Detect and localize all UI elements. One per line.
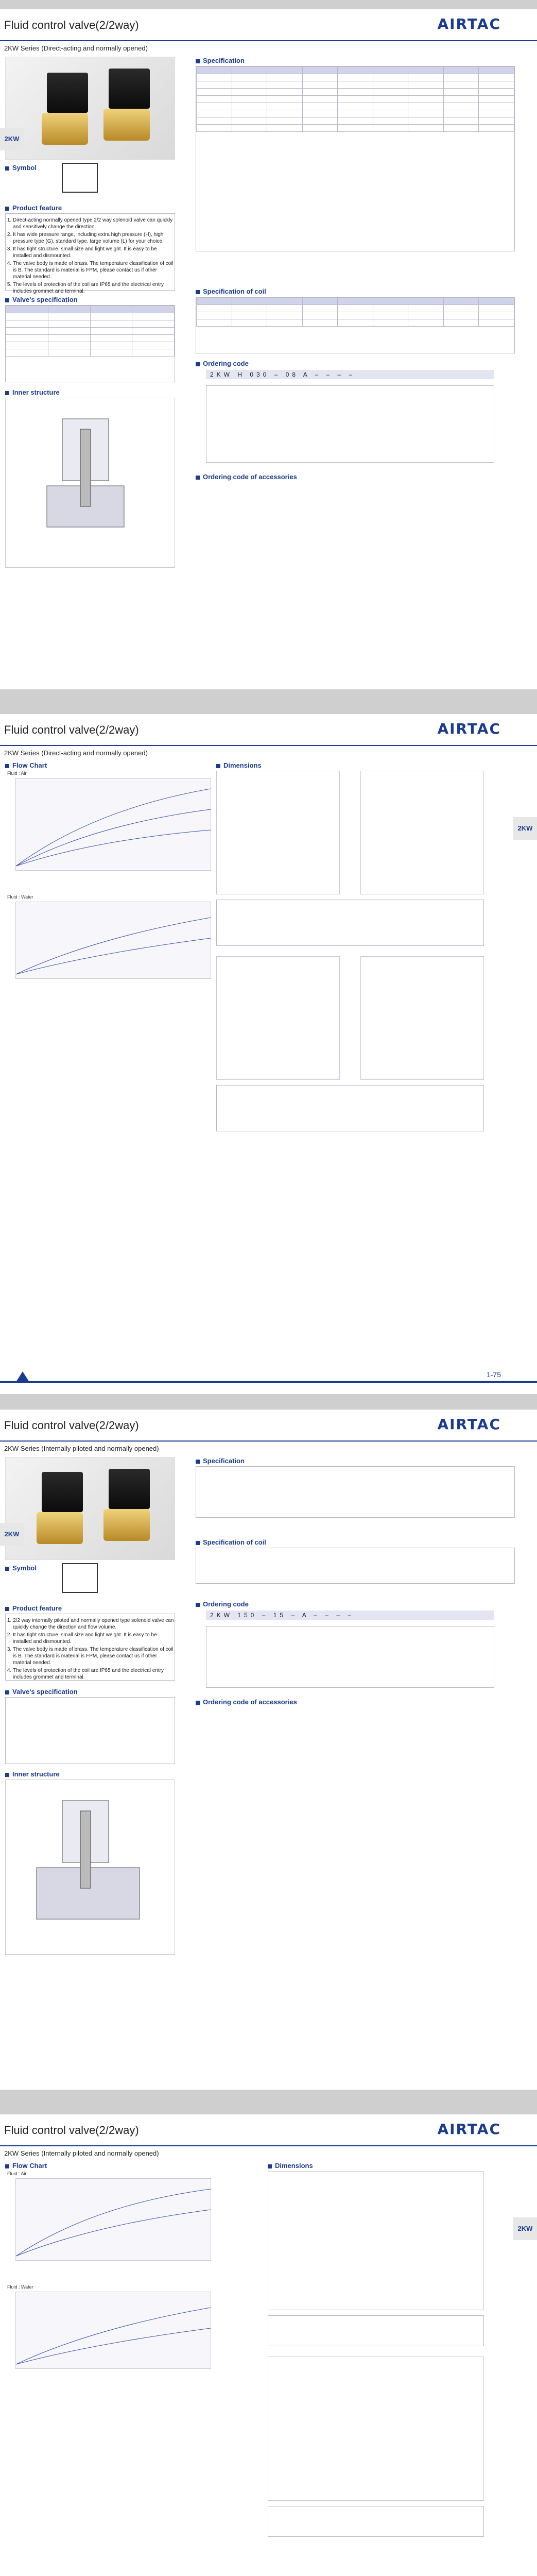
section-product-feature: Product feature bbox=[5, 1604, 62, 1612]
section-ordering-accessories: Ordering code of accessories bbox=[196, 473, 297, 481]
section-ordering-accessories: Ordering code of accessories bbox=[196, 1698, 297, 1706]
page-subtitle: 2KW Series (Internally piloted and normally opened) bbox=[4, 2149, 159, 2157]
inner-structure-drawing bbox=[5, 1780, 175, 1955]
coil-spec-table bbox=[196, 297, 515, 353]
valve-body-image bbox=[103, 109, 150, 141]
dimension-drawing bbox=[360, 771, 484, 894]
page-title: Fluid control valve(2/2way) bbox=[4, 2124, 139, 2137]
feature-item: 2. It has wide pressure range, including extra high pressure (H), high pressure type (G), standard type, large volume (L) for your choice. bbox=[13, 231, 175, 245]
flow-chart-air bbox=[15, 778, 211, 871]
section-symbol: Symbol bbox=[5, 1564, 37, 1572]
valve-spec-table bbox=[5, 305, 175, 382]
feature-item: 1. 2/2 way internally piloted and normally opened type solenoid valve can quickly change the direction and flow volume. bbox=[13, 1617, 175, 1631]
section-product-feature: Product feature bbox=[5, 204, 62, 212]
feature-item: 5. The levels of protection of the coil are IP65 and the electrical entry includes grommet and terminal. bbox=[13, 281, 175, 295]
page-subtitle: 2KW Series (Direct-acting and normally opened) bbox=[4, 44, 148, 52]
page-subtitle: 2KW Series (Internally piloted and normally opened) bbox=[4, 1445, 159, 1452]
page-subtitle: 2KW Series (Direct-acting and normally opened) bbox=[4, 749, 148, 757]
catalog-page-3 bbox=[0, 1410, 537, 2090]
series-side-tab: 2KW bbox=[513, 2217, 537, 2240]
header-rule bbox=[0, 40, 537, 41]
dimension-drawing bbox=[268, 2357, 484, 2501]
coil-spec-table bbox=[196, 1548, 515, 1584]
section-flow-chart: Flow Chart bbox=[5, 761, 47, 769]
feature-item: 2. It has tight structure, small size and light weight. It is easy to be installed and dismounted. bbox=[13, 1632, 175, 1645]
page-number: 1-75 bbox=[486, 1370, 501, 1379]
series-side-tab: 2KW bbox=[0, 128, 24, 150]
dimension-drawing bbox=[216, 771, 340, 894]
feature-item: 4. The levels of protection of the coil are IP65 and the electrical entry includes grommet and terminal. bbox=[13, 1667, 175, 1681]
dimension-table bbox=[216, 900, 484, 946]
feature-item: 3. It has tight structure, small size and light weight. It is easy to be installed and dismounted. bbox=[13, 246, 175, 259]
valve-spec-table bbox=[5, 1697, 175, 1764]
section-specification: Specification bbox=[196, 57, 245, 64]
coil-image bbox=[109, 69, 150, 109]
section-ordering-code: Ordering code bbox=[196, 1600, 249, 1608]
coil-image bbox=[42, 1472, 83, 1512]
flow-chart-water bbox=[15, 2292, 211, 2369]
valve-body-image bbox=[103, 1509, 150, 1541]
brand-logo: AIRTAC bbox=[437, 15, 501, 32]
brand-logo: AIRTAC bbox=[437, 2121, 501, 2138]
series-side-tab: 2KW bbox=[0, 1523, 24, 1546]
page-title: Fluid control valve(2/2way) bbox=[4, 723, 139, 736]
feature-box bbox=[5, 1614, 175, 1681]
section-dimensions: Dimensions bbox=[216, 761, 262, 769]
chart-fluid-label: Fluid : Water bbox=[7, 894, 33, 900]
valve-symbol-icon bbox=[62, 163, 98, 193]
feature-item: 3. The valve body is made of brass. The temperature classification of coil is B. The standard is material is FPM, please contact us if other material needed. bbox=[13, 1646, 175, 1666]
page-title: Fluid control valve(2/2way) bbox=[4, 19, 139, 31]
flow-curves-svg bbox=[16, 778, 211, 870]
specification-table bbox=[196, 1466, 515, 1518]
cross-section-svg bbox=[6, 1780, 175, 1954]
flow-curves-svg bbox=[16, 2179, 211, 2260]
feature-box bbox=[5, 213, 175, 294]
section-inner-structure: Inner structure bbox=[5, 388, 60, 396]
valve-symbol-icon bbox=[62, 1563, 98, 1593]
ordering-code-string: 2KW H 030 – 08 A – – – – bbox=[206, 370, 494, 379]
chart-fluid-label: Fluid : Air bbox=[7, 771, 27, 776]
product-photo bbox=[5, 57, 175, 160]
flow-curves-svg bbox=[16, 2292, 211, 2368]
section-coil-spec: Specification of coil bbox=[196, 287, 266, 295]
header-rule bbox=[0, 1440, 537, 1442]
cross-section-svg bbox=[6, 398, 175, 567]
dimension-drawing bbox=[268, 2171, 484, 2310]
dimension-table bbox=[216, 1085, 484, 1131]
section-valve-spec: Valve's specification bbox=[5, 1688, 78, 1696]
header-rule bbox=[0, 745, 537, 746]
ordering-code-legend bbox=[206, 385, 494, 463]
section-valve-spec: Valve's specification bbox=[5, 296, 78, 303]
section-inner-structure: Inner structure bbox=[5, 1770, 60, 1778]
footer-bar bbox=[0, 1381, 537, 1383]
series-side-tab: 2KW bbox=[513, 817, 537, 840]
dimension-table bbox=[268, 2315, 484, 2346]
ordering-code-legend bbox=[206, 1626, 494, 1688]
flow-chart-water bbox=[15, 902, 211, 979]
header-rule bbox=[0, 2145, 537, 2146]
coil-image bbox=[47, 73, 88, 113]
flow-chart-air bbox=[15, 2178, 211, 2261]
footer-mark-icon bbox=[15, 1371, 30, 1383]
section-dimensions: Dimensions bbox=[268, 2162, 313, 2170]
section-ordering-code: Ordering code bbox=[196, 360, 249, 367]
ordering-code-string: 2KW 150 – 15 – A – – – – bbox=[206, 1611, 494, 1620]
product-photo bbox=[5, 1457, 175, 1560]
dimension-drawing bbox=[216, 956, 340, 1080]
section-flow-chart: Flow Chart bbox=[5, 2162, 47, 2170]
page-title: Fluid control valve(2/2way) bbox=[4, 1419, 139, 1432]
catalog-page-1 bbox=[0, 9, 537, 689]
chart-fluid-label: Fluid : Water bbox=[7, 2284, 33, 2290]
section-symbol: Symbol bbox=[5, 164, 37, 172]
valve-body-image bbox=[37, 1512, 83, 1544]
section-specification: Specification bbox=[196, 1457, 245, 1465]
feature-item: 4. The valve body is made of brass. The temperature classification of coil is B. The standard is material is FPM, please contact us if other material needed. bbox=[13, 260, 175, 280]
feature-item: 1. Direct-acting normally opened type 2/2 way solenoid valve can quickly and sensitively change the direction. bbox=[13, 217, 175, 230]
catalog-page-2 bbox=[0, 714, 537, 1394]
inner-structure-drawing bbox=[5, 398, 175, 568]
chart-fluid-label: Fluid : Air bbox=[7, 2171, 27, 2176]
dimension-table bbox=[268, 2506, 484, 2537]
coil-image bbox=[109, 1469, 150, 1509]
valve-body-image bbox=[42, 113, 88, 145]
specification-table bbox=[196, 66, 515, 251]
brand-logo: AIRTAC bbox=[437, 1416, 501, 1433]
brand-logo: AIRTAC bbox=[437, 720, 501, 737]
flow-curves-svg bbox=[16, 902, 211, 978]
section-coil-spec: Specification of coil bbox=[196, 1538, 266, 1546]
catalog-page-4 bbox=[0, 2114, 537, 2576]
dimension-drawing bbox=[360, 956, 484, 1080]
